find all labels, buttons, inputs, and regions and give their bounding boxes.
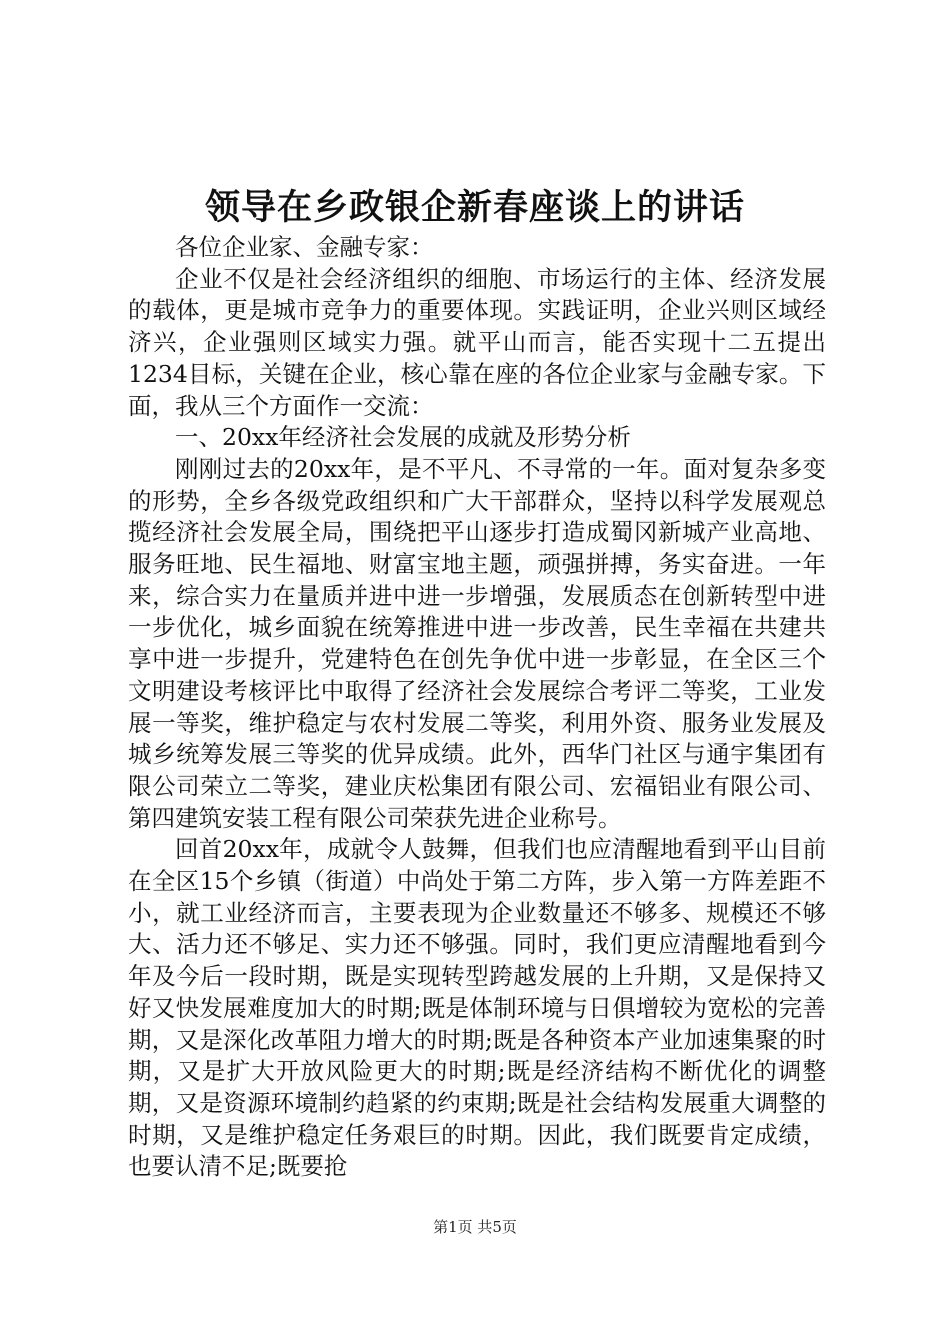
paragraph-greeting: 各位企业家、金融专家：: [175, 233, 434, 261]
paragraph-review: 回首20xx年，成就令人鼓舞，但我们也应清醒地看到平山目前在全区15个乡镇（街道）中尚处于第二方阵，步入第一方阵差距不小，就工业经济而言，主要表现为企业数量还不够多、规模还不够大、活力还不够足、实力还不够强。同时，我们更应清醒地看到今年及今后一段时期，既是实现转型跨越发展的上升期，又是保持又好又快发展难度加大的时期;既是体制环境与日俱增较为宽松的完善期，又是深化改革阻力增大的时期;既是各种资本产业加速集聚的时期，又是扩大开放风险更大的时期;既是经济结构不断优化的调整期，又是资源环境制约趋紧的约束期;既是社会结构发展重大调整的时期，又是维护稳定任务艰巨的时期。因此，我们既要肯定成绩，也要认清不足;既要抢: [128, 835, 826, 1181]
document-title: 领导在乡政银企新春座谈上的讲话: [204, 187, 745, 228]
paragraph-achievements: 刚刚过去的20xx年，是不平凡、不寻常的一年。面对复杂多变的形势，全乡各级党政组织和广大干部群众，坚持以科学发展观总揽经济社会发展全局，围绕把平山逐步打造成蜀冈新城产业高地、服务旺地、民生福地、财富宝地主题，顽强拼搏，务实奋进。一年来，综合实力在量质并进中进一步增强，发展质态在创新转型中进一步优化，城乡面貌在统筹推进中进一步改善，民生幸福在共建共享中进一步提升，党建特色在创先争优中进一步彰显，在全区三个文明建设考核评比中取得了经济社会发展综合考评二等奖，工业发展一等奖，维护稳定与农村发展二等奖，利用外资、服务业发展及城乡统筹发展三等奖的优异成绩。此外，西华门社区与通宇集团有限公司荣立二等奖，建业庆松集团有限公司、宏福铝业有限公司、第四建筑安装工程有限公司荣获先进企业称号。: [128, 454, 826, 832]
section-heading-1: 一、20xx年经济社会发展的成就及形势分析: [175, 423, 631, 452]
document-body: [128, 232, 826, 1183]
paragraph-intro: 企业不仅是社会经济组织的细胞、市场运行的主体、经济发展的载体，更是城市竞争力的重要体现。实践证明，企业兴则区域经济兴，企业强则区域实力强。就平山而言，能否实现十二五提出1234目标，关键在企业，核心靠在座的各位企业家与金融专家。下面，我从三个方面作一交流：: [128, 264, 826, 420]
page-footer: 第1页 共5页: [433, 1218, 517, 1236]
